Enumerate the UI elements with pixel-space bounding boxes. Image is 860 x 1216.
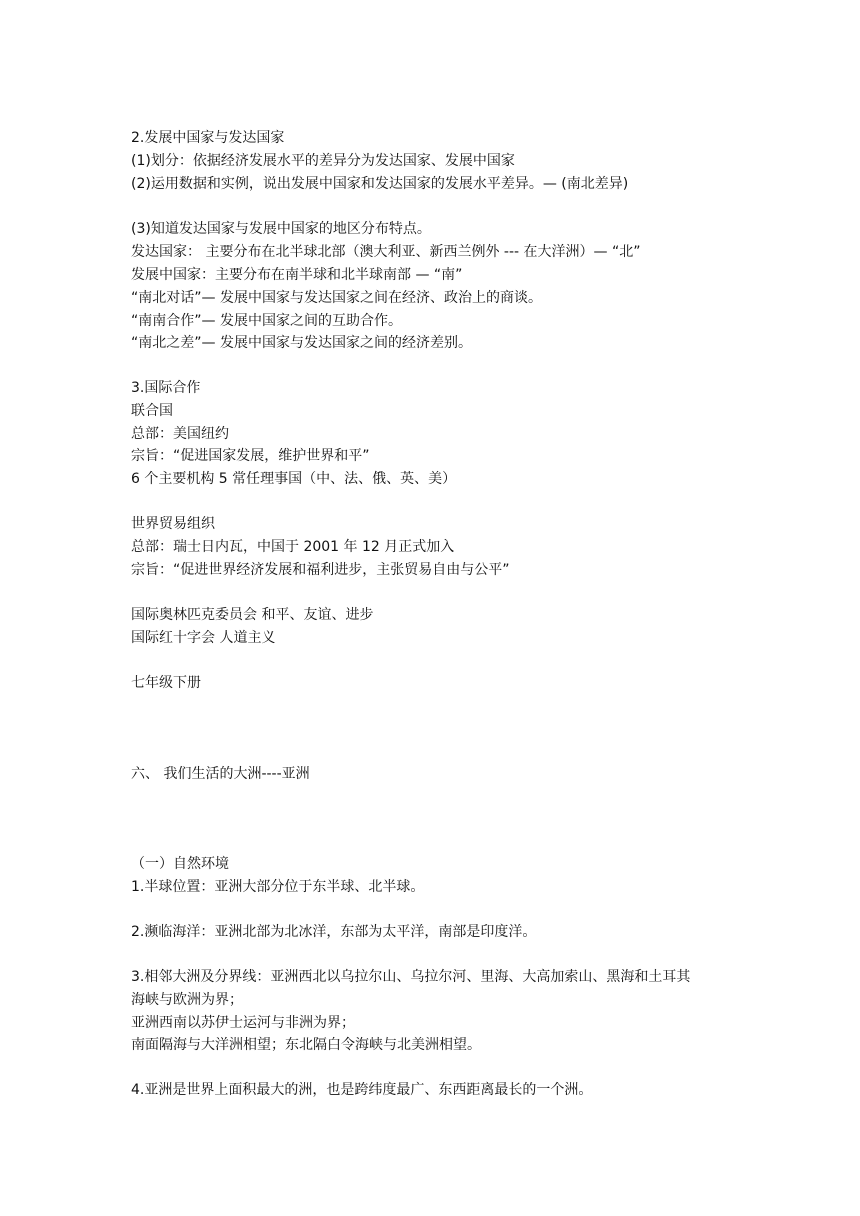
section-heading: 2.发展中国家与发达国家: [131, 130, 285, 146]
chapter-heading: 六、 我们生活的大洲----亚洲: [131, 766, 310, 782]
text-line: 4.亚洲是世界上面积最大的洲，也是跨纬度最广、东西距离最长的一个洲。: [131, 1082, 593, 1098]
text-line: “南北对话”— 发展中国家与发达国家之间在经济、政治上的商谈。: [131, 290, 542, 306]
text-line: 南面隔海与大洋洲相望；东北隔白令海峡与北美洲相望。: [131, 1037, 481, 1053]
text-line: 联合国: [131, 403, 173, 419]
text-line: 世界贸易组织: [131, 516, 215, 532]
text-line: 海峡与欧洲为界；: [131, 992, 243, 1008]
grade-heading: 七年级下册: [131, 675, 201, 691]
text-line: “南南合作”— 发展中国家之间的互助合作。: [131, 313, 402, 329]
text-line: 2.濒临海洋：亚洲北部为北冰洋，东部为太平洋，南部是印度洋。: [131, 924, 537, 940]
text-line: (3)知道发达国家与发展中国家的地区分布特点。: [131, 221, 431, 237]
text-line: 3.相邻大洲及分界线：亚洲西北以乌拉尔山、乌拉尔河、里海、大高加索山、黑海和土耳其: [131, 969, 691, 985]
text-line: 总部：瑞士日内瓦，中国于 2001 年 12 月正式加入: [131, 539, 455, 555]
text-line: “南北之差”— 发展中国家与发达国家之间的经济差别。: [131, 335, 472, 351]
text-line: 总部：美国纽约: [131, 426, 229, 442]
text-line: 宗旨：“促进世界经济发展和福利进步，主张贸易自由与公平”: [131, 562, 510, 578]
text-line: 宗旨：“促进国家发展，维护世界和平”: [131, 448, 370, 464]
section-heading: 3.国际合作: [131, 380, 201, 396]
text-line: 国际奥林匹克委员会 和平、友谊、进步: [131, 607, 374, 623]
text-line: 1.半球位置：亚洲大部分位于东半球、北半球。: [131, 879, 425, 895]
text-line: 发达国家： 主要分布在北半球北部（澳大利亚、新西兰例外 --- 在大洋洲）— “北”: [131, 244, 641, 260]
text-line: (2)运用数据和实例，说出发展中国家和发达国家的发展水平差异。— (南北差异): [131, 176, 629, 192]
text-line: 发展中国家：主要分布在南半球和北半球南部 — “南”: [131, 267, 463, 283]
text-line: 6 个主要机构 5 常任理事国（中、法、俄、英、美）: [131, 471, 457, 487]
text-line: 亚洲西南以苏伊士运河与非洲为界；: [131, 1015, 355, 1031]
text-line: 国际红十字会 人道主义: [131, 630, 276, 646]
text-line: (1)划分：依据经济发展水平的差异分为发达国家、发展中国家: [131, 153, 515, 169]
section-heading: （一）自然环境: [131, 856, 229, 872]
